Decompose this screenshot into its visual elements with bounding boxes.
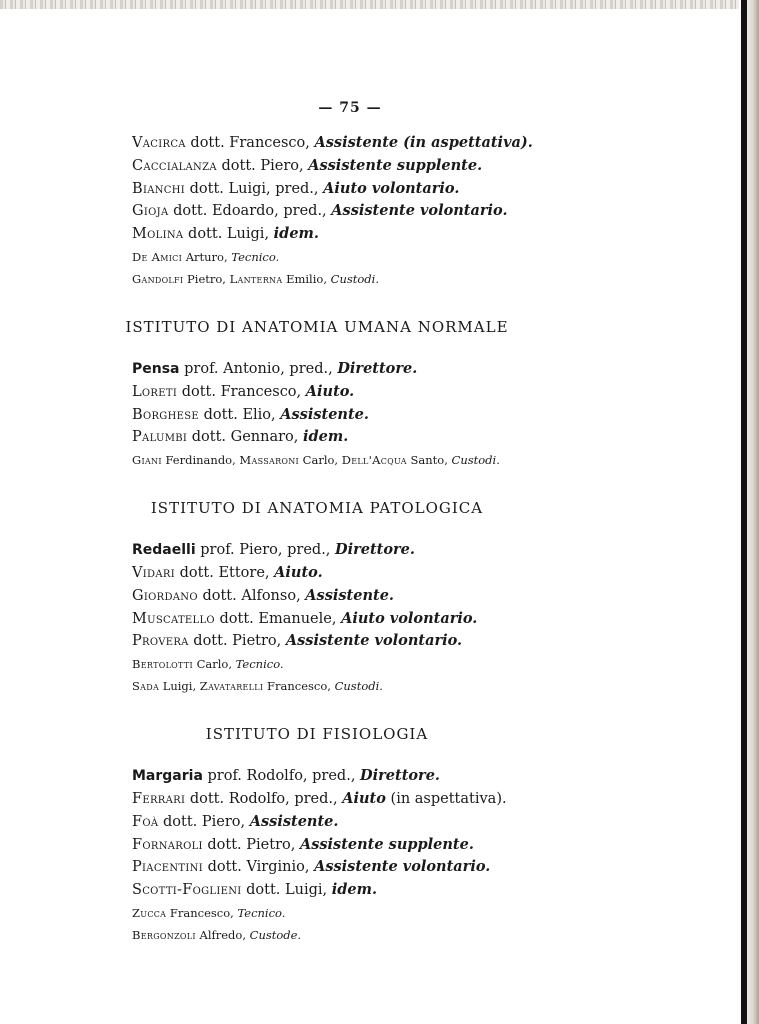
section-heading: ISTITUTO DI ANATOMIA UMANA NORMALE [125,317,509,336]
entry-line: Bianchi dott. Luigi, pred., Aiuto volontario. [132,179,460,197]
section-anatomia-patologica [132,497,612,697]
entry-line-small: Sada Luigi, Zavatarelli Francesco, Custodi. [132,679,383,694]
entry-line: Foà dott. Piero, Assistente. [132,812,339,830]
entry-line: Caccialanza dott. Piero, Assistente supplente. [132,156,483,174]
entry-line: Muscatello dott. Emanuele, Aiuto volontario. [132,609,478,627]
entry-line: Piacentini dott. Virginio, Assistente volontario. [132,858,491,876]
entry-line: Palumbi dott. Gennaro, idem. [132,428,349,446]
section-heading: ISTITUTO DI FISIOLOGIA [205,725,429,744]
section-heading: ISTITUTO DI ANATOMIA PATOLOGICA [150,499,484,518]
entry-line: Gioja dott. Edoardo, pred., Assistente volontario. [132,202,508,220]
entry-line: Vacirca dott. Francesco, Assistente (in aspettativa). [132,134,533,151]
entry-line: Loreti dott. Francesco, Aiuto. [132,382,355,400]
section-anatomia-umana [125,316,612,471]
page-number: — 75 — [318,100,382,116]
entry-line: Molina dott. Luigi, idem. [132,225,319,243]
scan-top-edge [0,0,740,9]
entry-line-small: Giani Ferdinando, Massaroni Carlo, Dell'Acqua Santo, Custodi. [132,453,500,468]
scan-binding-shadow [741,0,747,1024]
staff-listing [125,132,612,946]
entry-line: Borghese dott. Elio, Assistente. [132,405,369,423]
entry-line: Vidari dott. Ettore, Aiuto. [132,563,323,581]
entry-line: Provera dott. Pietro, Assistente volontario. [132,632,463,650]
entry-line-small: Bertolotti Carlo, Tecnico. [132,657,284,672]
entry-line: Giordano dott. Alfonso, Assistente. [132,586,394,604]
entry-line: Margaria prof. Rodolfo, pred., Direttore. [132,767,440,785]
entry-line: Fornaroli dott. Pietro, Assistente supplente. [132,835,474,853]
entry-line: Scotti-Foglieni dott. Luigi, idem. [132,881,378,899]
entry-line-small: Gandolfi Pietro, Lanterna Emilio, Custodi. [132,271,379,286]
section-fisiologia [132,723,612,946]
entry-line-small: Zucca Francesco, Tecnico. [132,905,286,920]
entry-line-small: De Amici Arturo, Tecnico. [132,249,280,264]
entry-line-small: Bergonzoli Alfredo, Custode. [132,927,302,942]
entry-line: Redaelli prof. Piero, pred., Direttore. [132,541,415,559]
section-continuation [132,132,612,290]
entry-line: Ferrari dott. Rodolfo, pred., Aiuto (in aspettativa). [132,789,507,807]
entry-line: Pensa prof. Antonio, pred., Direttore. [132,359,418,377]
